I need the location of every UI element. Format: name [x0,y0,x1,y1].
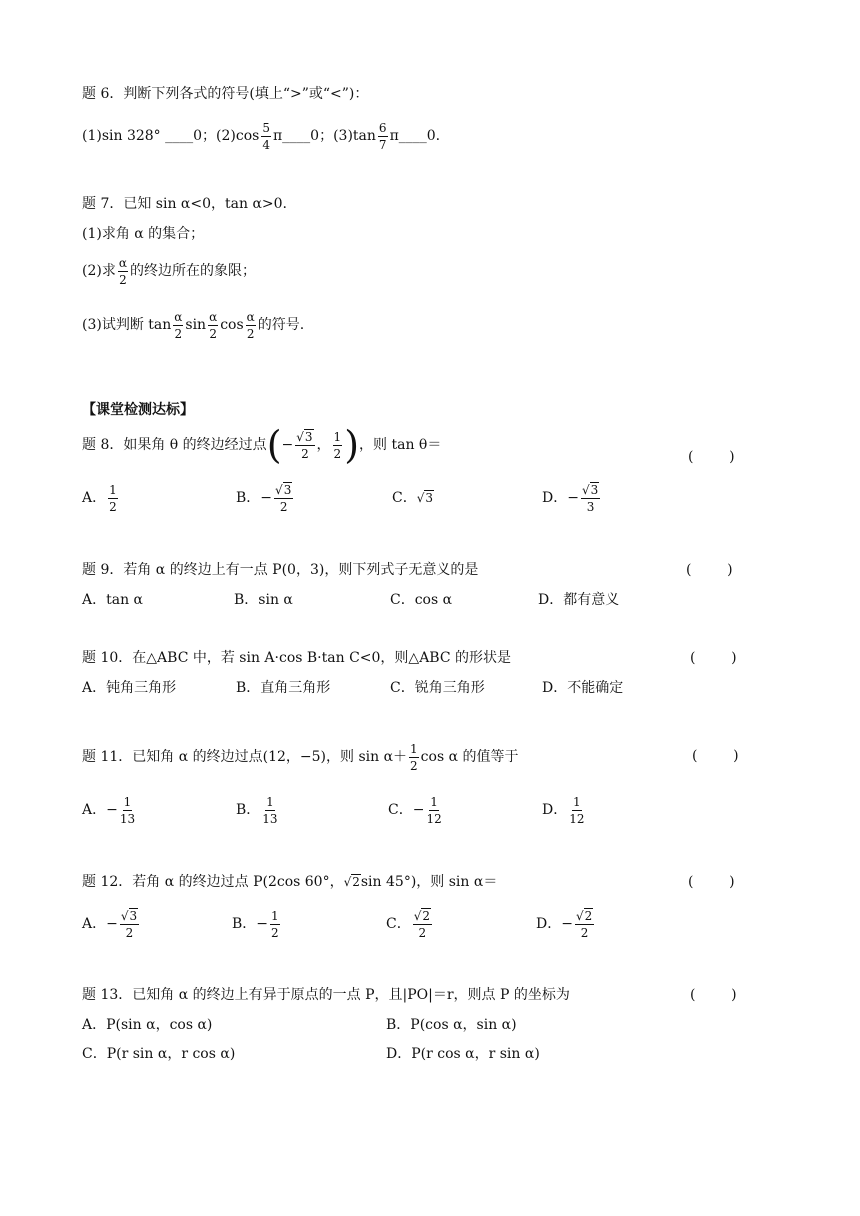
q8-option-c-sqrt: √3 [416,491,434,505]
q10-stem: 题 10．在△ABC 中，若 sin A·cos B·tan C<0，则△ABC 的形状是 [82,650,512,666]
q9-option-b[interactable]: B．sin α [234,592,293,608]
q8-stem-suffix: ，则 tan θ＝ [359,437,442,453]
q8-right-paren: ) [344,423,360,467]
q8-option-b-frac: $\frac{√3}{2}$ [275,482,292,514]
q7-fraction-alpha-2: $\frac{\alpha}{2}$ [118,255,127,287]
q8-option-c[interactable] [392,478,434,518]
q7-sub3-cos: cos [220,317,244,333]
q11-stem [82,737,518,777]
q12-option-b-frac: $\frac{1}{2}$ [271,908,279,940]
q6-stem: 题 6．判断下列各式的符号(填上“>”或“<”)： [82,86,369,102]
q8-answer-paren[interactable]: ( ) [688,449,735,465]
q6-parts [82,118,440,154]
q7-fraction-cos: $\frac{\alpha}{2}$ [246,309,255,341]
q7-sub2-prefix: (2)求 [82,263,116,279]
q11-option-a[interactable] [82,790,137,830]
q8-option-b-minus: − [260,490,273,506]
q11-option-c-frac: $\frac{1}{12}$ [426,794,442,826]
q8-option-a-frac: $\frac{1}{2}$ [109,482,117,514]
q11-option-c[interactable] [388,790,444,830]
q13-option-d[interactable]: D．P(r cos α，r sin α) [386,1046,540,1062]
q8-option-d[interactable] [542,478,602,518]
q8-option-d-minus: − [567,490,579,506]
q11-option-d-label: D． [542,802,568,818]
q6-part3-b: π____0. [389,128,441,144]
q10-answer-paren[interactable]: ( ) [690,650,737,666]
q7-sub3-sin: sin [185,317,207,333]
q7-stem: 题 7．已知 sin α<0，tan α>0. [82,196,288,212]
q11-option-b-label: B． [236,802,261,818]
q8-stem-prefix: 题 8．如果角 θ 的终边经过点 [82,437,267,453]
q12-option-a[interactable] [82,902,141,946]
q12-option-c-frac: $\frac{√2}{2}$ [413,908,431,940]
q9-answer-paren[interactable]: ( ) [686,562,733,578]
q13-option-c[interactable]: C．P(r sin α，r cos α) [82,1046,236,1062]
q12-option-c[interactable] [386,902,434,946]
q8-option-a[interactable] [82,478,120,518]
q12-stem-sqrt: √2 [343,875,360,889]
q8-point-x: $\frac{√3}{2}$ [296,429,313,461]
q11-option-d-frac: $\frac{1}{12}$ [569,794,585,826]
q12-answer-paren[interactable]: ( ) [688,874,735,890]
q11-option-a-label: A．− [82,802,118,818]
q9-option-c[interactable]: C．cos α [390,592,453,608]
q11-stem-suffix: cos α 的值等于 [420,749,519,765]
q8-option-b[interactable] [236,478,295,518]
q6-part2-a: (2)cos [216,128,260,144]
q8-option-d-frac: $\frac{√3}{3}$ [581,482,599,514]
q12-stem [82,872,497,892]
q13-stem: 题 13．已知角 α 的终边上有异于原点的一点 P，且|PO|＝r，则点 P 的坐标为 [82,987,570,1003]
q6-part3-a: (3)tan [333,128,376,144]
q13-option-b[interactable]: B．P(cos α，sin α) [386,1017,517,1033]
q10-option-a[interactable]: A．钝角三角形 [82,680,177,696]
q8-point-minus: − [281,437,294,453]
q8-point-comma: ， [316,437,331,453]
q8-option-a-label: A． [82,490,107,506]
q10-option-d[interactable]: D．不能确定 [542,680,624,696]
q8-option-c-label: C． [392,490,417,506]
q8-point-y: $\frac{1}{2}$ [333,429,342,461]
q12-option-a-label: A．− [82,916,118,932]
q9-option-d[interactable]: D．都有意义 [538,592,620,608]
q7-sub3-suffix: 的符号. [257,317,305,333]
q7-sub3 [82,307,304,343]
q8-left-paren: ( [266,423,282,467]
q7-sub2-suffix: 的终边所在的象限； [129,263,256,279]
q11-stem-prefix: 题 11．已知角 α 的终边过点(12，−5)，则 sin α＋ [82,749,408,765]
q12-option-a-frac: $\frac{√3}{2}$ [120,908,138,940]
q12-stem-suffix: sin 45°)，则 sin α＝ [360,874,498,890]
q6-part1: (1)sin 328° ____0； [82,128,217,144]
q9-stem: 题 9．若角 α 的终边上有一点 P(0，3)，则下列式子无意义的是 [82,562,479,578]
section-heading: 【课堂检测达标】 [82,402,194,418]
q12-option-d-frac: $\frac{√2}{2}$ [575,908,593,940]
q8-option-d-label: D． [542,490,568,506]
q12-option-d[interactable] [536,902,596,946]
q11-stem-frac: $\frac{1}{2}$ [410,741,418,773]
q11-option-a-frac: $\frac{1}{13}$ [119,794,136,826]
q12-option-d-label: D．− [536,916,573,932]
q12-option-b[interactable] [232,902,282,946]
q10-option-b[interactable]: B．直角三角形 [236,680,331,696]
q13-answer-paren[interactable]: ( ) [690,987,737,1003]
q7-sub2 [82,253,256,289]
q12-stem-prefix: 题 12．若角 α 的终边过点 P(2cos 60°， [82,874,344,890]
q11-answer-paren[interactable]: ( ) [692,748,739,764]
q7-sub1: (1)求角 α 的集合； [82,226,205,242]
q11-option-c-label: C．− [388,802,425,818]
q8-option-b-label: B． [236,490,261,506]
q11-option-b-frac: $\frac{1}{13}$ [262,794,278,826]
q12-option-b-label: B．− [232,916,269,932]
q10-option-c[interactable]: C．锐角三角形 [390,680,485,696]
q11-option-d[interactable] [542,790,587,830]
q13-option-a[interactable]: A．P(sin α，cos α) [82,1017,213,1033]
q11-option-b[interactable] [236,790,280,830]
q6-fraction-5-4: $\frac{5}{4}$ [262,120,270,152]
q6-fraction-6-7: $\frac{6}{7}$ [378,120,387,152]
q7-sub3-prefix: (3)试判断 tan [82,317,172,333]
q7-fraction-tan: $\frac{\alpha}{2}$ [174,309,183,341]
q7-fraction-sin: $\frac{\alpha}{2}$ [209,309,218,341]
q9-option-a[interactable]: A．tan α [82,592,144,608]
q12-option-c-label: C． [386,916,411,932]
q8-stem [82,425,441,465]
q6-part2-b: π____0； [272,128,334,144]
